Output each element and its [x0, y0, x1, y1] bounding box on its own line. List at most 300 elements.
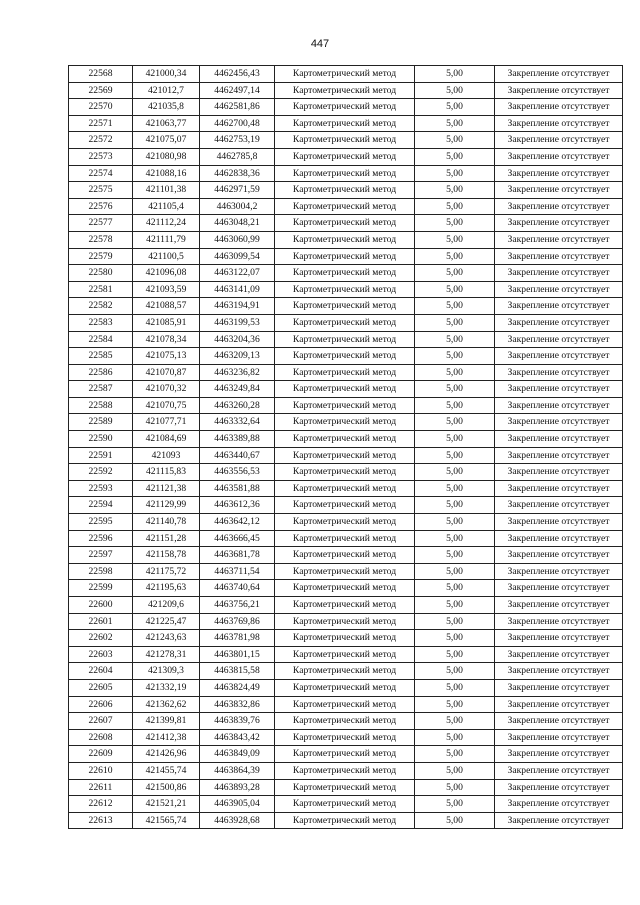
table-row: [69, 265, 623, 282]
method-cell: Картометрический метод: [275, 265, 415, 282]
method-cell: Картометрический метод: [275, 646, 415, 663]
accuracy-cell: 5,00: [415, 397, 495, 414]
x-coordinate-cell: 421070,32: [133, 381, 200, 398]
y-coordinate-cell: 4463389,88: [200, 431, 275, 448]
fixing-description-cell: Закрепление отсутствует: [495, 148, 623, 165]
x-coordinate-cell: 421075,13: [133, 348, 200, 365]
method-cell: Картометрический метод: [275, 215, 415, 232]
x-coordinate-cell: 421070,87: [133, 364, 200, 381]
y-coordinate-cell: 4463740,64: [200, 580, 275, 597]
accuracy-cell: 5,00: [415, 613, 495, 630]
table-row: [69, 231, 623, 248]
point-number-cell: 22597: [69, 547, 133, 564]
point-number-cell: 22592: [69, 464, 133, 481]
point-number-cell: 22609: [69, 746, 133, 763]
table-row: [69, 248, 623, 265]
method-cell: Картометрический метод: [275, 563, 415, 580]
accuracy-cell: 5,00: [415, 580, 495, 597]
y-coordinate-cell: 4463681,78: [200, 547, 275, 564]
y-coordinate-cell: 4462785,8: [200, 148, 275, 165]
y-coordinate-cell: 4463260,28: [200, 397, 275, 414]
fixing-description-cell: Закрепление отсутствует: [495, 364, 623, 381]
x-coordinate-cell: 421121,38: [133, 480, 200, 497]
point-number-cell: 22570: [69, 99, 133, 116]
x-coordinate-cell: 421105,4: [133, 198, 200, 215]
y-coordinate-cell: 4463832,86: [200, 696, 275, 713]
method-cell: Картометрический метод: [275, 729, 415, 746]
accuracy-cell: 5,00: [415, 66, 495, 83]
method-cell: Картометрический метод: [275, 530, 415, 547]
y-coordinate-cell: 4463849,09: [200, 746, 275, 763]
x-coordinate-cell: 421088,57: [133, 298, 200, 315]
y-coordinate-cell: 4463122,07: [200, 265, 275, 282]
method-cell: Картометрический метод: [275, 182, 415, 199]
fixing-description-cell: Закрепление отсутствует: [495, 597, 623, 614]
point-number-cell: 22593: [69, 480, 133, 497]
table-row: [69, 281, 623, 298]
point-number-cell: 22576: [69, 198, 133, 215]
table-row: [69, 729, 623, 746]
accuracy-cell: 5,00: [415, 198, 495, 215]
y-coordinate-cell: 4463666,45: [200, 530, 275, 547]
fixing-description-cell: Закрепление отсутствует: [495, 132, 623, 149]
x-coordinate-cell: 421088,16: [133, 165, 200, 182]
point-number-cell: 22606: [69, 696, 133, 713]
y-coordinate-cell: 4463004,2: [200, 198, 275, 215]
y-coordinate-cell: 4463756,21: [200, 597, 275, 614]
fixing-description-cell: Закрепление отсутствует: [495, 414, 623, 431]
point-number-cell: 22579: [69, 248, 133, 265]
x-coordinate-cell: 421115,83: [133, 464, 200, 481]
method-cell: Картометрический метод: [275, 597, 415, 614]
y-coordinate-cell: 4463048,21: [200, 215, 275, 232]
fixing-description-cell: Закрепление отсутствует: [495, 431, 623, 448]
table-row: [69, 115, 623, 132]
fixing-description-cell: Закрепление отсутствует: [495, 713, 623, 730]
x-coordinate-cell: 421309,3: [133, 663, 200, 680]
point-number-cell: 22603: [69, 646, 133, 663]
point-number-cell: 22608: [69, 729, 133, 746]
table-body: [69, 66, 623, 829]
accuracy-cell: 5,00: [415, 480, 495, 497]
y-coordinate-cell: 4463642,12: [200, 514, 275, 531]
y-coordinate-cell: 4463864,39: [200, 762, 275, 779]
accuracy-cell: 5,00: [415, 165, 495, 182]
x-coordinate-cell: 421112,24: [133, 215, 200, 232]
y-coordinate-cell: 4463249,84: [200, 381, 275, 398]
x-coordinate-cell: 421012,7: [133, 82, 200, 99]
accuracy-cell: 5,00: [415, 563, 495, 580]
point-number-cell: 22613: [69, 812, 133, 829]
fixing-description-cell: Закрепление отсутствует: [495, 547, 623, 564]
fixing-description-cell: Закрепление отсутствует: [495, 115, 623, 132]
fixing-description-cell: Закрепление отсутствует: [495, 298, 623, 315]
y-coordinate-cell: 4463236,82: [200, 364, 275, 381]
table-row: [69, 215, 623, 232]
table-row: [69, 663, 623, 680]
method-cell: Картометрический метод: [275, 746, 415, 763]
method-cell: Картометрический метод: [275, 364, 415, 381]
x-coordinate-cell: 421093: [133, 447, 200, 464]
y-coordinate-cell: 4463209,13: [200, 348, 275, 365]
fixing-description-cell: Закрепление отсутствует: [495, 746, 623, 763]
method-cell: Картометрический метод: [275, 630, 415, 647]
point-number-cell: 22571: [69, 115, 133, 132]
accuracy-cell: 5,00: [415, 281, 495, 298]
y-coordinate-cell: 4462700,48: [200, 115, 275, 132]
point-number-cell: 22569: [69, 82, 133, 99]
method-cell: Картометрический метод: [275, 314, 415, 331]
accuracy-cell: 5,00: [415, 115, 495, 132]
x-coordinate-cell: 421412,38: [133, 729, 200, 746]
table-row: [69, 331, 623, 348]
point-number-cell: 22572: [69, 132, 133, 149]
y-coordinate-cell: 4463199,53: [200, 314, 275, 331]
table-row: [69, 746, 623, 763]
table-row: [69, 796, 623, 813]
y-coordinate-cell: 4463556,53: [200, 464, 275, 481]
fixing-description-cell: Закрепление отсутствует: [495, 613, 623, 630]
accuracy-cell: 5,00: [415, 514, 495, 531]
method-cell: Картометрический метод: [275, 663, 415, 680]
accuracy-cell: 5,00: [415, 762, 495, 779]
point-number-cell: 22587: [69, 381, 133, 398]
table-row: [69, 679, 623, 696]
fixing-description-cell: Закрепление отсутствует: [495, 182, 623, 199]
x-coordinate-cell: 421100,5: [133, 248, 200, 265]
method-cell: Картометрический метод: [275, 447, 415, 464]
table-row: [69, 82, 623, 99]
y-coordinate-cell: 4462971,59: [200, 182, 275, 199]
accuracy-cell: 5,00: [415, 99, 495, 116]
method-cell: Картометрический метод: [275, 248, 415, 265]
y-coordinate-cell: 4463839,76: [200, 713, 275, 730]
table-row: [69, 497, 623, 514]
method-cell: Картометрический метод: [275, 796, 415, 813]
method-cell: Картометрический метод: [275, 381, 415, 398]
fixing-description-cell: Закрепление отсутствует: [495, 530, 623, 547]
fixing-description-cell: Закрепление отсутствует: [495, 82, 623, 99]
accuracy-cell: 5,00: [415, 729, 495, 746]
point-number-cell: 22601: [69, 613, 133, 630]
y-coordinate-cell: 4463815,58: [200, 663, 275, 680]
method-cell: Картометрический метод: [275, 82, 415, 99]
y-coordinate-cell: 4463440,67: [200, 447, 275, 464]
method-cell: Картометрический метод: [275, 613, 415, 630]
y-coordinate-cell: 4463204,36: [200, 331, 275, 348]
accuracy-cell: 5,00: [415, 215, 495, 232]
method-cell: Картометрический метод: [275, 165, 415, 182]
y-coordinate-cell: 4463332,64: [200, 414, 275, 431]
y-coordinate-cell: 4462456,43: [200, 66, 275, 83]
x-coordinate-cell: 421140,78: [133, 514, 200, 531]
point-number-cell: 22591: [69, 447, 133, 464]
accuracy-cell: 5,00: [415, 265, 495, 282]
fixing-description-cell: Закрепление отсутствует: [495, 563, 623, 580]
fixing-description-cell: Закрепление отсутствует: [495, 231, 623, 248]
method-cell: Картометрический метод: [275, 779, 415, 796]
x-coordinate-cell: 421111,79: [133, 231, 200, 248]
fixing-description-cell: Закрепление отсутствует: [495, 397, 623, 414]
table-row: [69, 431, 623, 448]
point-number-cell: 22580: [69, 265, 133, 282]
accuracy-cell: 5,00: [415, 248, 495, 265]
fixing-description-cell: Закрепление отсутствует: [495, 99, 623, 116]
accuracy-cell: 5,00: [415, 796, 495, 813]
method-cell: Картометрический метод: [275, 397, 415, 414]
method-cell: Картометрический метод: [275, 132, 415, 149]
point-number-cell: 22575: [69, 182, 133, 199]
accuracy-cell: 5,00: [415, 447, 495, 464]
fixing-description-cell: Закрепление отсутствует: [495, 248, 623, 265]
x-coordinate-cell: 421399,81: [133, 713, 200, 730]
accuracy-cell: 5,00: [415, 348, 495, 365]
method-cell: Картометрический метод: [275, 66, 415, 83]
table-row: [69, 514, 623, 531]
method-cell: Картометрический метод: [275, 115, 415, 132]
y-coordinate-cell: 4463612,36: [200, 497, 275, 514]
fixing-description-cell: Закрепление отсутствует: [495, 630, 623, 647]
y-coordinate-cell: 4462581,86: [200, 99, 275, 116]
table-row: [69, 547, 623, 564]
point-number-cell: 22588: [69, 397, 133, 414]
method-cell: Картометрический метод: [275, 198, 415, 215]
table-row: [69, 779, 623, 796]
x-coordinate-cell: 421151,28: [133, 530, 200, 547]
table-row: [69, 298, 623, 315]
accuracy-cell: 5,00: [415, 231, 495, 248]
accuracy-cell: 5,00: [415, 663, 495, 680]
table-row: [69, 812, 623, 829]
point-number-cell: 22595: [69, 514, 133, 531]
fixing-description-cell: Закрепление отсутствует: [495, 66, 623, 83]
method-cell: Картометрический метод: [275, 497, 415, 514]
x-coordinate-cell: 421209,6: [133, 597, 200, 614]
table-row: [69, 630, 623, 647]
point-number-cell: 22585: [69, 348, 133, 365]
table-row: [69, 198, 623, 215]
method-cell: Картометрический метод: [275, 580, 415, 597]
x-coordinate-cell: 421500,86: [133, 779, 200, 796]
accuracy-cell: 5,00: [415, 630, 495, 647]
coordinates-table: [68, 65, 623, 829]
fixing-description-cell: Закрепление отсутствует: [495, 198, 623, 215]
y-coordinate-cell: 4463905,04: [200, 796, 275, 813]
x-coordinate-cell: 421225,47: [133, 613, 200, 630]
point-number-cell: 22599: [69, 580, 133, 597]
method-cell: Картометрический метод: [275, 713, 415, 730]
method-cell: Картометрический метод: [275, 679, 415, 696]
y-coordinate-cell: 4463194,91: [200, 298, 275, 315]
x-coordinate-cell: 421075,07: [133, 132, 200, 149]
accuracy-cell: 5,00: [415, 298, 495, 315]
y-coordinate-cell: 4463769,86: [200, 613, 275, 630]
x-coordinate-cell: 421080,98: [133, 148, 200, 165]
table-row: [69, 563, 623, 580]
accuracy-cell: 5,00: [415, 381, 495, 398]
table-row: [69, 480, 623, 497]
accuracy-cell: 5,00: [415, 597, 495, 614]
accuracy-cell: 5,00: [415, 679, 495, 696]
table-row: [69, 597, 623, 614]
x-coordinate-cell: 421084,69: [133, 431, 200, 448]
x-coordinate-cell: 421085,91: [133, 314, 200, 331]
table-row: [69, 580, 623, 597]
x-coordinate-cell: 421521,21: [133, 796, 200, 813]
table-row: [69, 66, 623, 83]
fixing-description-cell: Закрепление отсутствует: [495, 480, 623, 497]
point-number-cell: 22577: [69, 215, 133, 232]
fixing-description-cell: Закрепление отсутствует: [495, 464, 623, 481]
point-number-cell: 22596: [69, 530, 133, 547]
table-row: [69, 381, 623, 398]
x-coordinate-cell: 421426,96: [133, 746, 200, 763]
table-row: [69, 414, 623, 431]
page-number: 447: [310, 38, 330, 50]
table-row: [69, 165, 623, 182]
table-row: [69, 762, 623, 779]
accuracy-cell: 5,00: [415, 646, 495, 663]
y-coordinate-cell: 4463843,42: [200, 729, 275, 746]
method-cell: Картометрический метод: [275, 431, 415, 448]
table-row: [69, 696, 623, 713]
fixing-description-cell: Закрепление отсутствует: [495, 497, 623, 514]
method-cell: Картометрический метод: [275, 762, 415, 779]
point-number-cell: 22607: [69, 713, 133, 730]
x-coordinate-cell: 421158,78: [133, 547, 200, 564]
point-number-cell: 22568: [69, 66, 133, 83]
point-number-cell: 22578: [69, 231, 133, 248]
x-coordinate-cell: 421195,63: [133, 580, 200, 597]
x-coordinate-cell: 421455,74: [133, 762, 200, 779]
accuracy-cell: 5,00: [415, 364, 495, 381]
point-number-cell: 22610: [69, 762, 133, 779]
accuracy-cell: 5,00: [415, 696, 495, 713]
point-number-cell: 22605: [69, 679, 133, 696]
fixing-description-cell: Закрепление отсутствует: [495, 646, 623, 663]
fixing-description-cell: Закрепление отсутствует: [495, 165, 623, 182]
fixing-description-cell: Закрепление отсутствует: [495, 729, 623, 746]
fixing-description-cell: Закрепление отсутствует: [495, 331, 623, 348]
table-row: [69, 314, 623, 331]
table-row: [69, 464, 623, 481]
accuracy-cell: 5,00: [415, 812, 495, 829]
method-cell: Картометрический метод: [275, 99, 415, 116]
point-number-cell: 22574: [69, 165, 133, 182]
accuracy-cell: 5,00: [415, 464, 495, 481]
fixing-description-cell: Закрепление отсутствует: [495, 314, 623, 331]
x-coordinate-cell: 421077,71: [133, 414, 200, 431]
table-row: [69, 182, 623, 199]
x-coordinate-cell: 421078,34: [133, 331, 200, 348]
x-coordinate-cell: 421093,59: [133, 281, 200, 298]
fixing-description-cell: Закрепление отсутствует: [495, 580, 623, 597]
fixing-description-cell: Закрепление отсутствует: [495, 265, 623, 282]
table-row: [69, 646, 623, 663]
y-coordinate-cell: 4463893,28: [200, 779, 275, 796]
fixing-description-cell: Закрепление отсутствует: [495, 696, 623, 713]
y-coordinate-cell: 4463824,49: [200, 679, 275, 696]
x-coordinate-cell: 421332,19: [133, 679, 200, 696]
x-coordinate-cell: 421096,08: [133, 265, 200, 282]
accuracy-cell: 5,00: [415, 497, 495, 514]
accuracy-cell: 5,00: [415, 132, 495, 149]
method-cell: Картометрический метод: [275, 812, 415, 829]
x-coordinate-cell: 421000,34: [133, 66, 200, 83]
point-number-cell: 22590: [69, 431, 133, 448]
point-number-cell: 22594: [69, 497, 133, 514]
table-row: [69, 397, 623, 414]
point-number-cell: 22604: [69, 663, 133, 680]
fixing-description-cell: Закрепление отсутствует: [495, 281, 623, 298]
method-cell: Картометрический метод: [275, 480, 415, 497]
point-number-cell: 22582: [69, 298, 133, 315]
y-coordinate-cell: 4462497,14: [200, 82, 275, 99]
fixing-description-cell: Закрепление отсутствует: [495, 215, 623, 232]
point-number-cell: 22583: [69, 314, 133, 331]
method-cell: Картометрический метод: [275, 231, 415, 248]
point-number-cell: 22584: [69, 331, 133, 348]
point-number-cell: 22586: [69, 364, 133, 381]
y-coordinate-cell: 4462753,19: [200, 132, 275, 149]
fixing-description-cell: Закрепление отсутствует: [495, 381, 623, 398]
point-number-cell: 22612: [69, 796, 133, 813]
point-number-cell: 22581: [69, 281, 133, 298]
table-row: [69, 530, 623, 547]
x-coordinate-cell: 421565,74: [133, 812, 200, 829]
fixing-description-cell: Закрепление отсутствует: [495, 779, 623, 796]
point-number-cell: 22573: [69, 148, 133, 165]
point-number-cell: 22600: [69, 597, 133, 614]
accuracy-cell: 5,00: [415, 530, 495, 547]
accuracy-cell: 5,00: [415, 713, 495, 730]
accuracy-cell: 5,00: [415, 82, 495, 99]
y-coordinate-cell: 4463711,54: [200, 563, 275, 580]
y-coordinate-cell: 4463928,68: [200, 812, 275, 829]
y-coordinate-cell: 4463060,99: [200, 231, 275, 248]
method-cell: Картометрический метод: [275, 281, 415, 298]
x-coordinate-cell: 421035,8: [133, 99, 200, 116]
method-cell: Картометрический метод: [275, 298, 415, 315]
fixing-description-cell: Закрепление отсутствует: [495, 812, 623, 829]
point-number-cell: 22598: [69, 563, 133, 580]
accuracy-cell: 5,00: [415, 431, 495, 448]
y-coordinate-cell: 4463801,15: [200, 646, 275, 663]
accuracy-cell: 5,00: [415, 414, 495, 431]
table-row: [69, 148, 623, 165]
table-row: [69, 447, 623, 464]
y-coordinate-cell: 4463141,09: [200, 281, 275, 298]
y-coordinate-cell: 4463099,54: [200, 248, 275, 265]
method-cell: Картометрический метод: [275, 464, 415, 481]
x-coordinate-cell: 421101,38: [133, 182, 200, 199]
accuracy-cell: 5,00: [415, 746, 495, 763]
method-cell: Картометрический метод: [275, 696, 415, 713]
accuracy-cell: 5,00: [415, 314, 495, 331]
table-row: [69, 364, 623, 381]
y-coordinate-cell: 4463581,88: [200, 480, 275, 497]
x-coordinate-cell: 421278,31: [133, 646, 200, 663]
y-coordinate-cell: 4463781,98: [200, 630, 275, 647]
table-row: [69, 713, 623, 730]
method-cell: Картометрический метод: [275, 331, 415, 348]
x-coordinate-cell: 421243,63: [133, 630, 200, 647]
x-coordinate-cell: 421362,62: [133, 696, 200, 713]
x-coordinate-cell: 421175,72: [133, 563, 200, 580]
method-cell: Картометрический метод: [275, 348, 415, 365]
table-row: [69, 348, 623, 365]
point-number-cell: 22589: [69, 414, 133, 431]
